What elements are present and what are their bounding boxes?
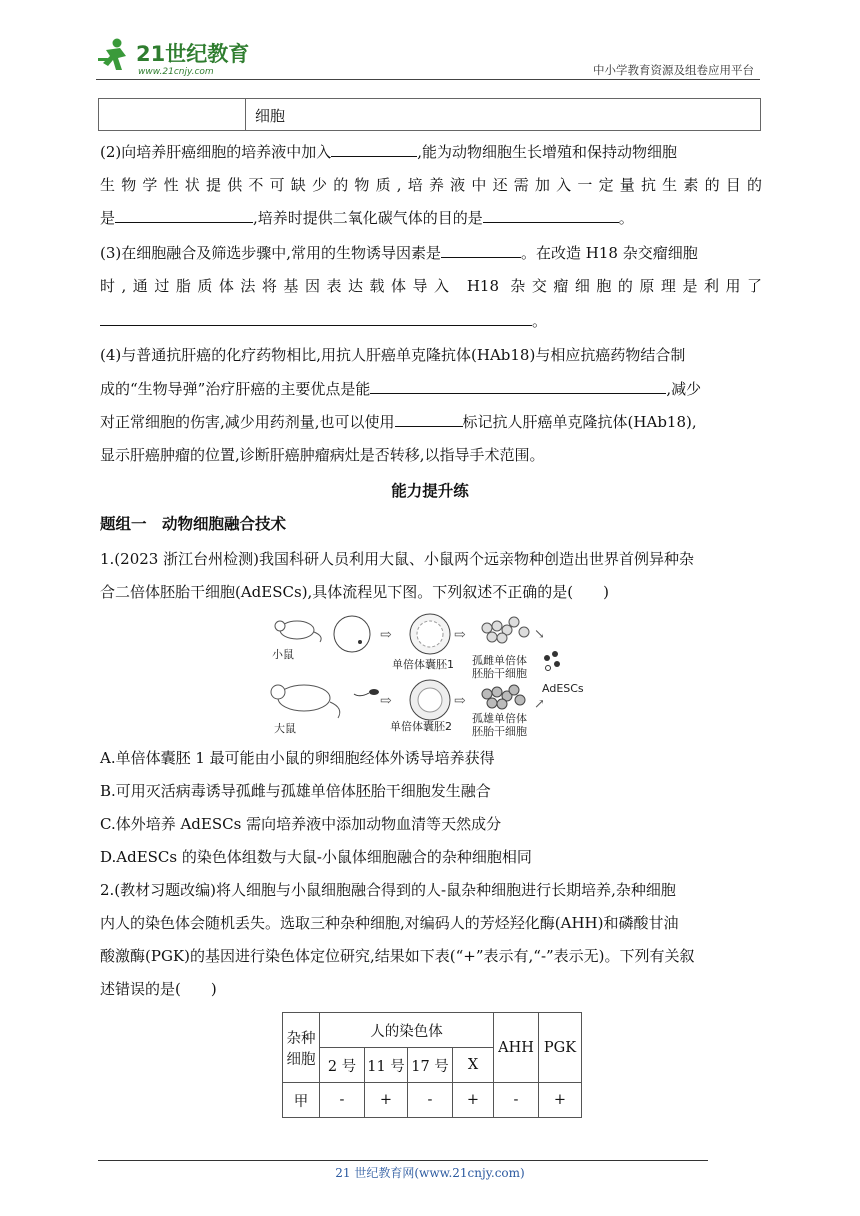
svg-text:单倍体囊胚2: 单倍体囊胚2 <box>390 720 452 733</box>
q2b-line3: 酸激酶(PGK)的基因进行染色体定位研究,结果如下表(“+”表示有,“-”表示无)。下列有关叙 <box>100 947 695 965</box>
q2-line2: 生物学性状提供不可缺少的物质,培养液中还需加入一定量抗生素的目的 <box>100 176 762 194</box>
svg-text:⇨: ⇨ <box>454 693 466 709</box>
table-fragment <box>98 98 761 131</box>
svg-text:↘: ↘ <box>534 627 545 642</box>
experiment-figure <box>262 612 602 740</box>
table-cell: + <box>365 1083 408 1118</box>
svg-text:⇨: ⇨ <box>454 627 466 643</box>
svg-text:孤雄单倍体: 孤雄单倍体 <box>472 712 527 725</box>
q4-line3: 对正常细胞的伤害,减少用药剂量,也可以使用 标记抗人肝癌单克隆抗体(HAb18), <box>100 406 762 439</box>
q4-line1: (4)与普通抗肝癌的化疗药物相比,用抗人肝癌单克隆抗体(HAb18)与相应抗癌药物结合制 <box>100 346 686 364</box>
adescs-cells-icon <box>544 651 560 671</box>
option-d[interactable]: D.AdESCs 的染色体组数与大鼠-小鼠体细胞融合的杂种细胞相同 <box>100 848 532 866</box>
q2b-line4: 述错误的是( ) <box>100 980 217 998</box>
table-cell: 细胞 <box>255 107 286 125</box>
q1-line2: 合二倍体胚胎干细胞(AdESCs),具体流程见下图。下列叙述不正确的是( ) <box>100 583 610 601</box>
table-header-ahh: AHH <box>494 1013 539 1083</box>
site-logo <box>96 36 266 78</box>
page-header <box>96 34 760 80</box>
group-title: 题组一 动物细胞融合技术 <box>100 514 287 533</box>
answer-blank[interactable] <box>331 138 417 157</box>
q2b-line1: 2.(教材习题改编)将人细胞与小鼠细胞融合得到的人-鼠杂种细胞进行长期培养,杂种细胞 <box>100 881 676 899</box>
esc-cluster-1-icon <box>482 617 529 643</box>
q3-line3: 。 <box>100 305 762 338</box>
table-header-pgk: PGK <box>539 1013 582 1083</box>
flow-diagram <box>262 612 602 740</box>
q2b-line2: 内人的染色体会随机丢失。选取三种杂种细胞,对编码人的芳烃羟化酶(AHH)和磷酸甘油 <box>100 914 679 932</box>
answer-blank[interactable] <box>483 204 619 223</box>
platform-name: 中小学教育资源及组卷应用平台 <box>593 63 754 77</box>
table-header-chromosome: 11 号 <box>365 1048 408 1083</box>
svg-text:↗: ↗ <box>534 697 545 712</box>
svg-text:胚胎干细胞: 胚胎干细胞 <box>472 725 527 738</box>
svg-text:小鼠: 小鼠 <box>272 648 294 661</box>
option-a[interactable]: A.单倍体囊胚 1 最可能由小鼠的卵细胞经体外诱导培养获得 <box>100 749 495 767</box>
header-divider <box>96 79 760 80</box>
answer-blank[interactable] <box>370 375 666 394</box>
table-cell: + <box>453 1083 494 1118</box>
page-footer[interactable]: 21 世纪教育网(www.21cnjy.com) <box>335 1166 525 1180</box>
table-header-hybrid: 杂种 细胞 <box>283 1013 320 1083</box>
q1-line1: 1.(2023 浙江台州检测)我国科研人员利用大鼠、小鼠两个远亲物种创造出世界首例异种杂 <box>100 550 694 568</box>
answer-blank[interactable] <box>115 204 253 223</box>
svg-text:大鼠: 大鼠 <box>274 722 296 735</box>
table-cell: - <box>320 1083 365 1118</box>
table-header-chromosome: 17 号 <box>408 1048 453 1083</box>
option-c[interactable]: C.体外培养 AdESCs 需向培养液中添加动物血清等天然成分 <box>100 815 502 833</box>
table-cell: - <box>408 1083 453 1118</box>
answer-blank[interactable] <box>395 408 463 427</box>
svg-text:单倍体囊胚1: 单倍体囊胚1 <box>392 658 454 671</box>
section-title: 能力提升练 <box>391 481 469 500</box>
table-header-chromosome: X <box>453 1048 494 1083</box>
option-b[interactable]: B.可用灭活病毒诱导孤雌与孤雄单倍体胚胎干细胞发生融合 <box>100 782 491 800</box>
q3-line1: (3)在细胞融合及筛选步骤中,常用的生物诱导因素是 。在改造 H18 杂交瘤细胞 <box>100 237 762 270</box>
svg-text:孤雌单倍体: 孤雌单倍体 <box>472 654 527 667</box>
svg-text:AdESCs: AdESCs <box>542 682 584 695</box>
svg-text:胚胎干细胞: 胚胎干细胞 <box>472 667 527 680</box>
q2-line3: 是 ,培养时提供二氧化碳气体的目的是 。 <box>100 202 762 235</box>
q4-line2: 成的“生物导弹”治疗肝癌的主要优点是能 ,减少 <box>100 373 762 406</box>
sperm-icon <box>354 689 379 696</box>
table-header-chromosome: 2 号 <box>320 1048 365 1083</box>
table-cell: + <box>539 1083 582 1118</box>
answer-blank[interactable] <box>441 239 521 258</box>
esc-cluster-2-icon <box>482 685 525 709</box>
table-empty-cell <box>99 99 246 130</box>
q4-line4: 显示肝癌肿瘤的位置,诊断肝癌肿瘤病灶是否转移,以指导手术范围。 <box>100 446 545 464</box>
q2-line1: (2)向培养肝癌细胞的培养液中加入 ,能为动物细胞生长增殖和保持动物细胞 <box>100 136 762 169</box>
row-name: 甲 <box>283 1083 320 1118</box>
svg-text:21世纪教育: 21世纪教育 <box>136 42 250 66</box>
egg-cell-icon <box>334 616 370 652</box>
table-header-human-chromosomes: 人的染色体 <box>320 1013 494 1048</box>
table-cell: - <box>494 1083 539 1118</box>
table-row <box>283 1083 582 1118</box>
rat-icon <box>271 685 340 718</box>
svg-text:⇨: ⇨ <box>380 627 392 643</box>
mouse-icon <box>275 621 321 642</box>
answer-blank[interactable] <box>100 307 532 326</box>
gene-location-table <box>282 1012 582 1118</box>
svg-text:⇨: ⇨ <box>380 693 392 709</box>
footer-divider <box>98 1160 708 1161</box>
svg-text:www.21cnjy.com: www.21cnjy.com <box>138 67 214 77</box>
q3-line2: 时,通过脂质体法将基因表达载体导入 H18 杂交瘤细胞的原理是利用了 <box>100 277 762 295</box>
